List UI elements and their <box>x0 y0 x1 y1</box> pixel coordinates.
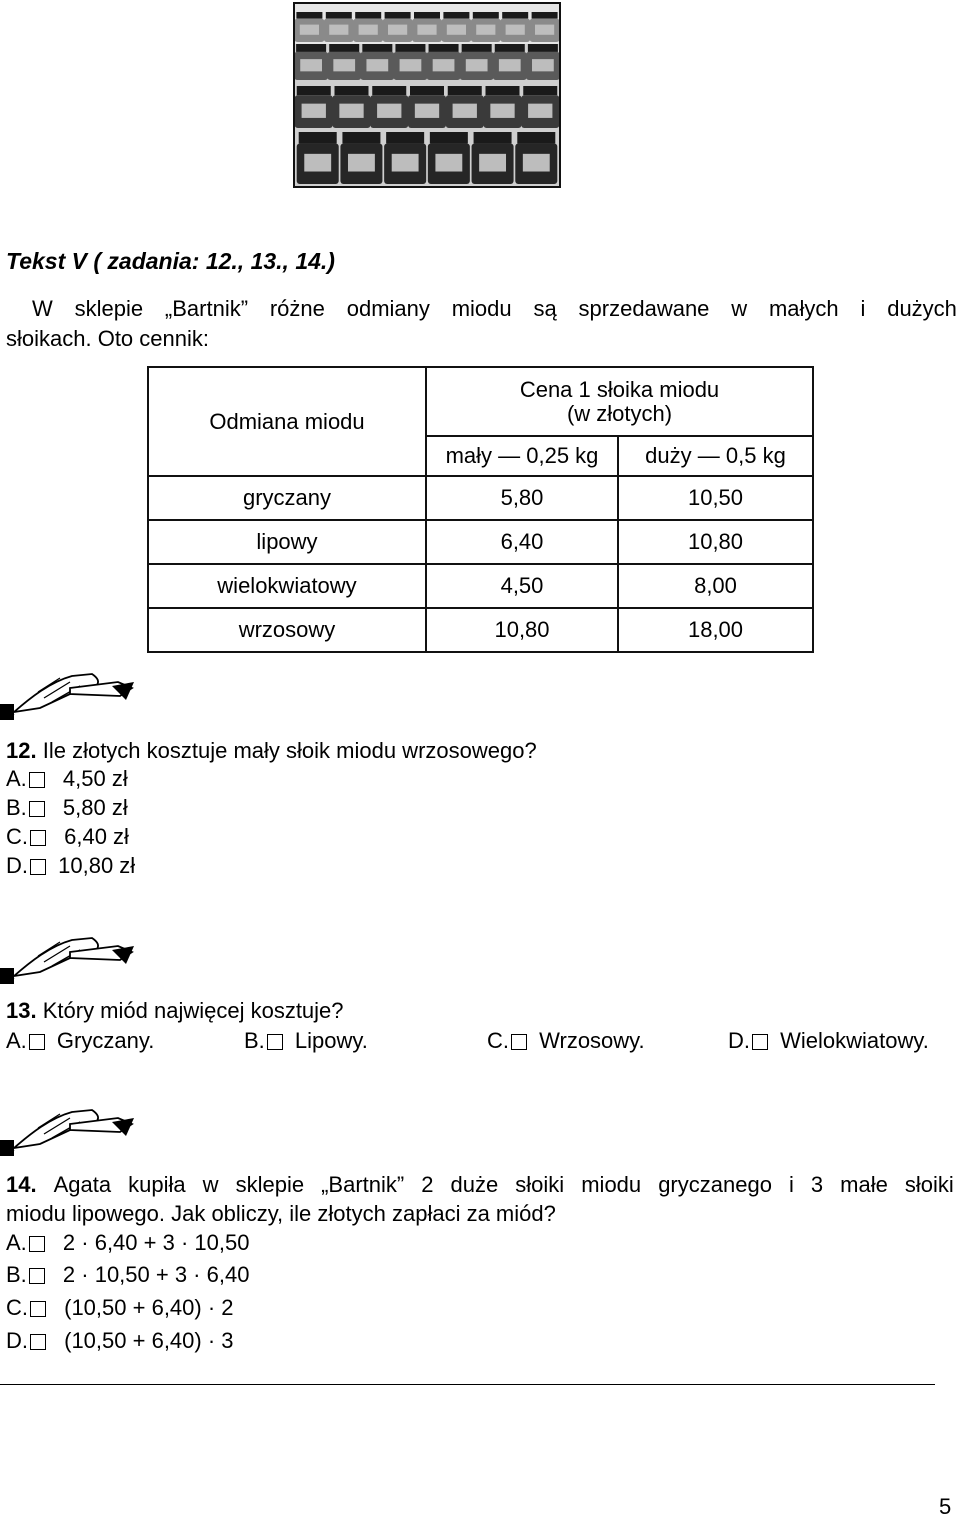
question-13 <box>6 998 344 1024</box>
honey-jars-photo <box>293 2 561 188</box>
option-letter: C. <box>487 1028 509 1053</box>
question-text: Ile złotych kosztuje mały słoik miodu wrzosowego? <box>42 738 537 763</box>
option-letter: B. <box>6 1262 27 1287</box>
col-header-large: duży — 0,5 kg <box>618 436 813 476</box>
price-small: 4,50 <box>426 564 618 608</box>
word: dużych <box>887 296 957 321</box>
checkbox[interactable] <box>29 1236 45 1252</box>
q13-option-d[interactable] <box>728 1028 929 1054</box>
price-small: 5,80 <box>426 476 618 520</box>
word: „Bartnik” <box>164 296 249 321</box>
word: małych <box>768 296 839 321</box>
question-12 <box>6 738 537 764</box>
question-number: 12. <box>6 738 37 763</box>
word: słoiki <box>904 1172 954 1197</box>
checkbox[interactable] <box>29 1034 45 1050</box>
footer-divider <box>0 1384 935 1385</box>
word: 2 <box>421 1172 434 1197</box>
q14-option-a[interactable] <box>6 1230 249 1256</box>
q13-option-b[interactable] <box>244 1028 368 1054</box>
checkbox[interactable] <box>30 830 46 846</box>
word: 3 <box>810 1172 824 1197</box>
section-title: Tekst V ( zadania: 12., 13., 14.) <box>6 248 335 274</box>
question-14-line-2: miodu lipowego. Jak obliczy, ile złotych zapłaci za miód? <box>6 1201 556 1226</box>
word: słoiki <box>515 1172 565 1197</box>
option-letter: A. <box>6 766 27 791</box>
word: sprzedawane <box>578 296 710 321</box>
table-row <box>148 608 813 652</box>
price-large: 10,50 <box>618 476 813 520</box>
word: „Bartnik” <box>321 1172 405 1197</box>
price-header-line1: Cena 1 słoika miodu <box>519 376 720 402</box>
option-letter: B. <box>244 1028 265 1053</box>
price-small: 6,40 <box>426 520 618 564</box>
table-row <box>148 564 813 608</box>
word: gryczanego <box>658 1172 772 1197</box>
word: w <box>731 296 748 321</box>
option-letter: D. <box>6 853 28 878</box>
q12-option-c[interactable] <box>6 824 129 850</box>
option-letter: B. <box>6 795 27 820</box>
price-header-line2: (w złotych) <box>566 400 673 426</box>
price-large: 10,80 <box>618 520 813 564</box>
word: są <box>533 296 557 321</box>
checkbox[interactable] <box>29 1268 45 1284</box>
option-text: 5,80 zł <box>62 795 128 820</box>
word: odmiany <box>346 296 430 321</box>
col-header-small: mały — 0,25 kg <box>426 436 618 476</box>
price-large: 18,00 <box>618 608 813 652</box>
word: Agata <box>53 1172 112 1197</box>
writing-hand-icon <box>0 1104 138 1160</box>
option-text: Gryczany. <box>56 1028 155 1053</box>
word: i <box>788 1172 794 1197</box>
q14-option-d[interactable] <box>6 1328 234 1354</box>
question-number: 13. <box>6 998 37 1023</box>
option-letter: C. <box>6 824 28 849</box>
word: sklepie <box>74 296 144 321</box>
price-large: 8,00 <box>618 564 813 608</box>
q13-option-a[interactable] <box>6 1028 154 1054</box>
word: małe <box>840 1172 888 1197</box>
word: sklepie <box>235 1172 305 1197</box>
checkbox[interactable] <box>29 801 45 817</box>
writing-hand-icon <box>0 932 138 988</box>
price-small: 10,80 <box>426 608 618 652</box>
checkbox[interactable] <box>511 1034 527 1050</box>
checkbox[interactable] <box>29 772 45 788</box>
option-letter: D. <box>728 1028 750 1053</box>
q14-option-b[interactable] <box>6 1262 249 1288</box>
honey-name: lipowy <box>148 520 426 564</box>
q13-options <box>6 1028 960 1054</box>
option-text: 10,80 zł <box>58 853 136 878</box>
word: kupiła <box>128 1172 186 1197</box>
option-letter: A. <box>6 1028 27 1053</box>
checkbox[interactable] <box>752 1034 768 1050</box>
honey-name: wrzosowy <box>148 608 426 652</box>
word: w <box>202 1172 219 1197</box>
col-header-price <box>426 367 813 436</box>
question-number: 14. <box>6 1172 37 1197</box>
option-text: Lipowy. <box>294 1028 368 1053</box>
word: miodu <box>451 296 512 321</box>
table-row <box>148 520 813 564</box>
word: W <box>32 296 53 321</box>
option-text: (10,50 + 6,40) · 2 <box>64 1295 234 1320</box>
q12-option-d[interactable] <box>6 853 135 879</box>
checkbox[interactable] <box>30 859 46 875</box>
q12-option-b[interactable] <box>6 795 128 821</box>
checkbox[interactable] <box>267 1034 283 1050</box>
col-header-variety: Odmiana miodu <box>148 367 426 476</box>
writing-hand-icon <box>0 668 138 724</box>
option-text: Wielokwiatowy. <box>780 1028 929 1053</box>
word: różne <box>269 296 325 321</box>
option-text: (10,50 + 6,40) · 3 <box>64 1328 234 1353</box>
word: duże <box>450 1172 499 1197</box>
option-letter: D. <box>6 1328 28 1353</box>
honey-name: gryczany <box>148 476 426 520</box>
price-table <box>147 366 814 653</box>
word: miodu <box>581 1172 642 1197</box>
option-letter: A. <box>6 1230 27 1255</box>
q13-option-c[interactable] <box>487 1028 645 1054</box>
table-row <box>148 476 813 520</box>
q14-option-c[interactable] <box>6 1295 234 1321</box>
page-number: 5 <box>939 1494 952 1519</box>
checkbox[interactable] <box>30 1334 46 1350</box>
option-text: 2 · 6,40 + 3 · 10,50 <box>62 1230 250 1255</box>
option-text: 4,50 zł <box>62 766 128 791</box>
honey-name: wielokwiatowy <box>148 564 426 608</box>
question-text: Który miód najwięcej kosztuje? <box>42 998 344 1023</box>
checkbox[interactable] <box>30 1301 46 1317</box>
option-text: Wrzosowy. <box>539 1028 645 1053</box>
intro-line-1 <box>32 296 957 322</box>
word: i <box>860 296 866 321</box>
intro-line-2: słoikach. Oto cennik: <box>6 326 209 351</box>
q12-option-a[interactable] <box>6 766 128 792</box>
option-letter: C. <box>6 1295 28 1320</box>
option-text: 6,40 zł <box>64 824 129 849</box>
option-text: 2 · 10,50 + 3 · 6,40 <box>62 1262 250 1287</box>
question-14 <box>6 1172 954 1198</box>
